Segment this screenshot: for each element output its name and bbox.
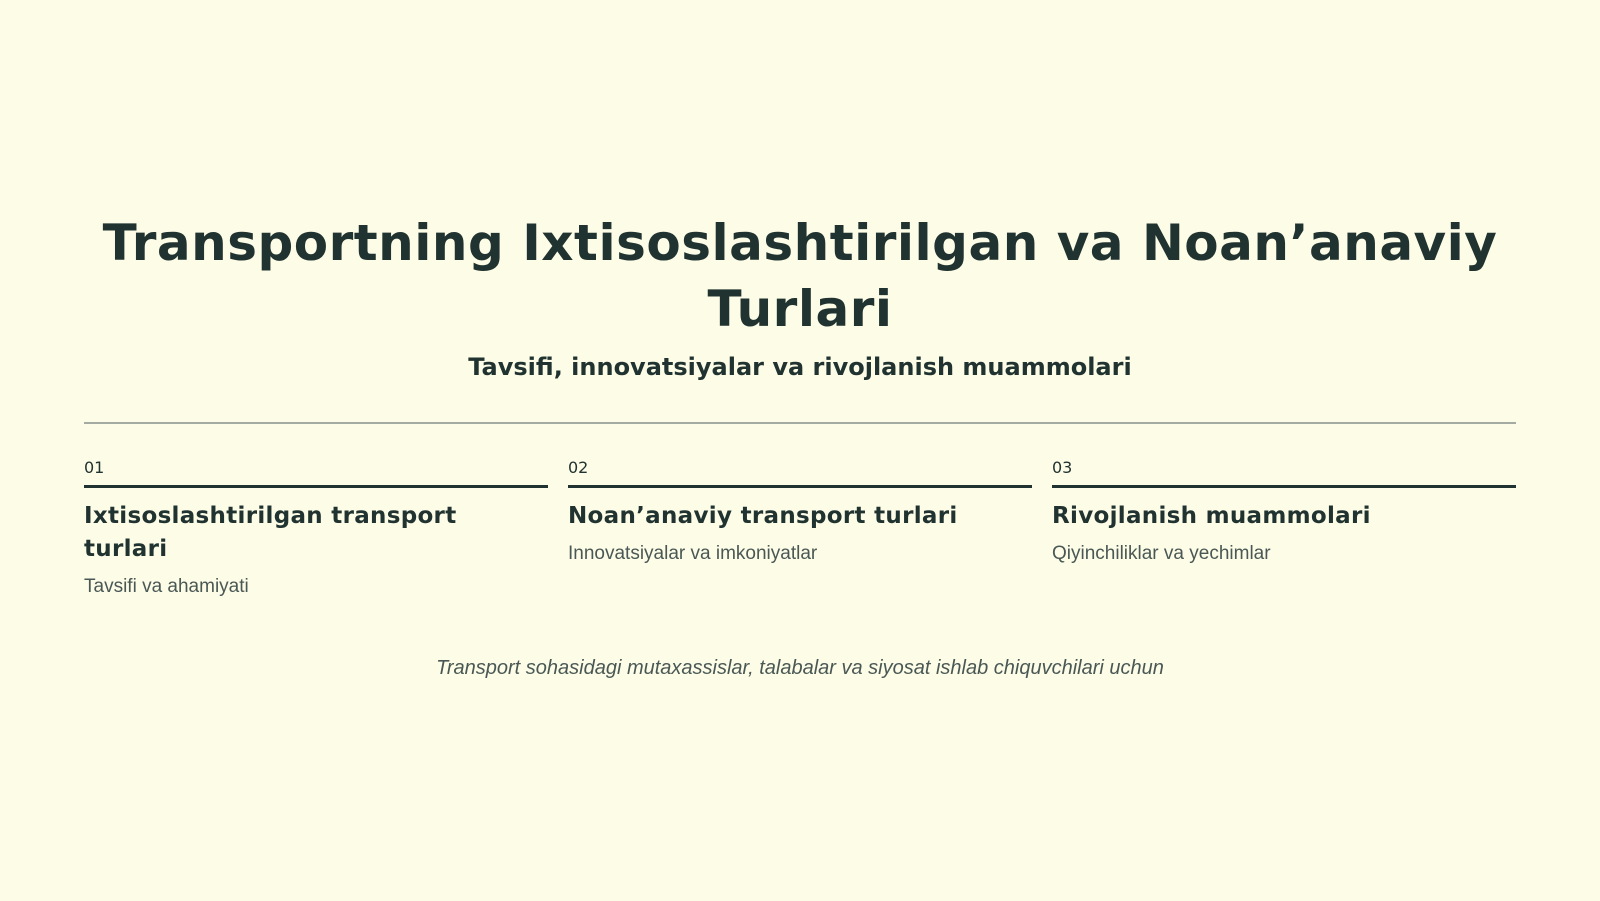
agenda-number: 02 [568, 458, 1032, 488]
agenda-description: Qiyinchiliklar va yechimlar [1052, 543, 1271, 564]
agenda-columns [84, 458, 1516, 600]
agenda-description: Innovatsiyalar va imkoniyatlar [568, 543, 818, 564]
section-divider [84, 422, 1516, 424]
agenda-title: Ixtisoslashtirilgan transport turlari [84, 503, 457, 562]
agenda-title: Noan’anaviy transport turlari [568, 503, 958, 529]
audience-note: Transport sohasidagi mutaxassislar, talabalar va siyosat ishlab chiquvchilari uchun [436, 657, 1164, 679]
agenda-title: Rivojlanish muammolari [1052, 503, 1371, 529]
agenda-description: Tavsifi va ahamiyati [84, 576, 249, 597]
agenda-number: 03 [1052, 458, 1516, 488]
slide-subtitle: Tavsifi, innovatsiyalar va rivojlanish muammolari [468, 353, 1132, 381]
agenda-item-3 [1052, 458, 1516, 600]
slide-title: Transportning Ixtisoslashtirilgan va Noan’anaviy Turlari [102, 214, 1498, 338]
agenda-item-2 [568, 458, 1032, 600]
agenda-item-1 [84, 458, 548, 600]
agenda-number: 01 [84, 458, 548, 488]
